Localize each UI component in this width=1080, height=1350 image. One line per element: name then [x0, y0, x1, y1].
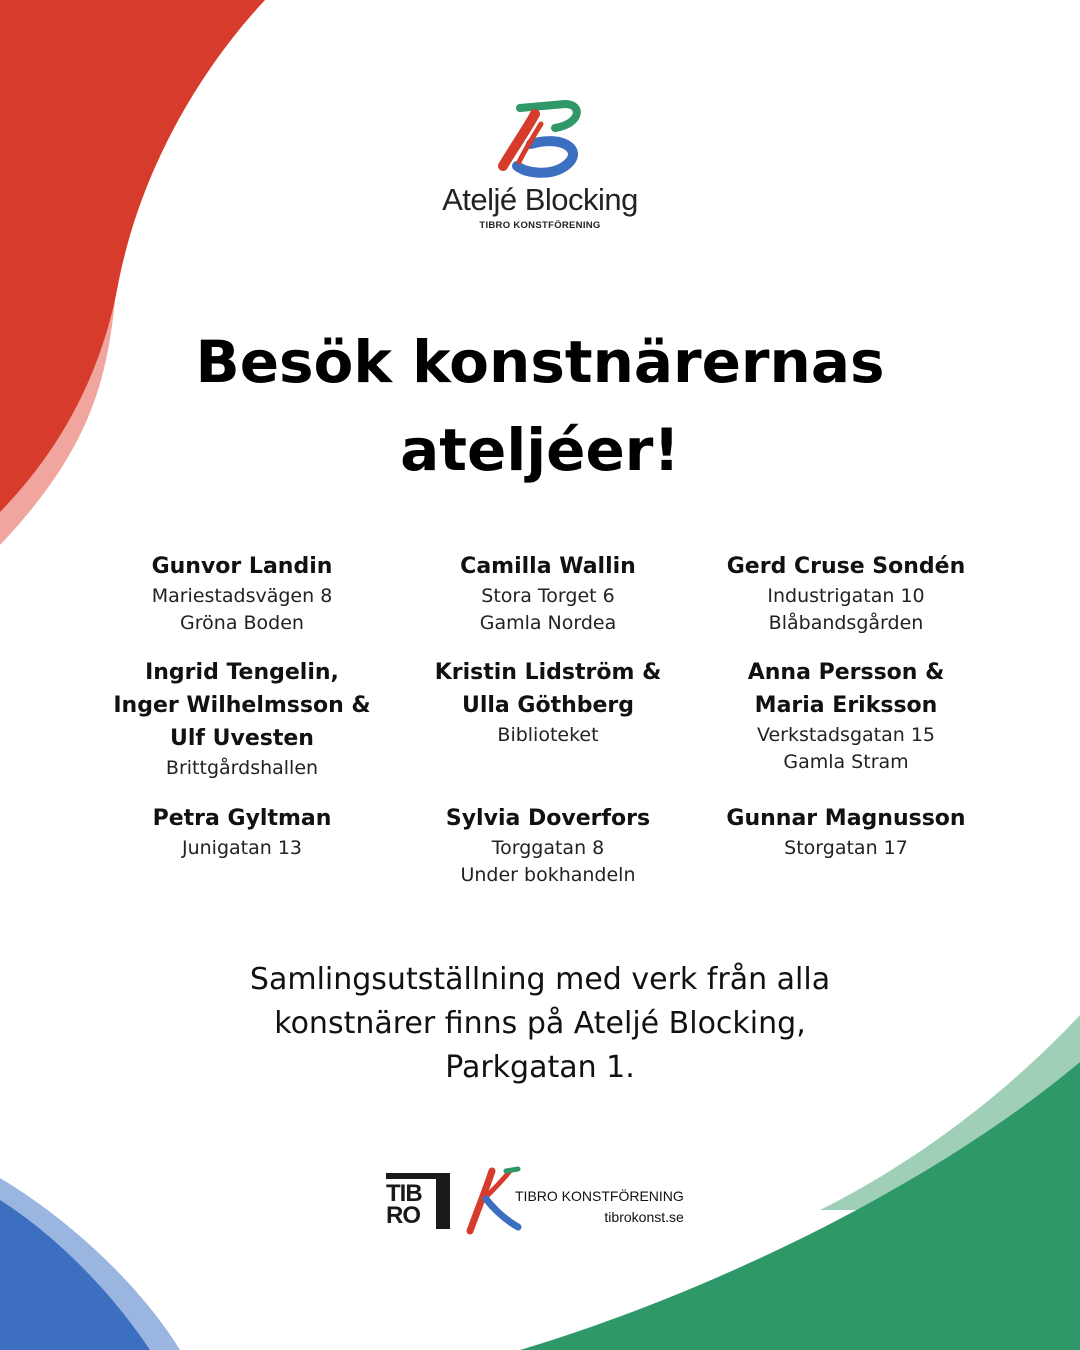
artist-name: Ulf Uvesten: [170, 726, 314, 751]
address-line: Brittgårdshallen: [165, 757, 319, 779]
closing-line-3: Parkgatan 1.: [445, 1050, 635, 1085]
artist-entry: [398, 550, 698, 637]
website-link[interactable]: tibrokonst.se: [604, 1209, 684, 1225]
address-line: Blåbandsgården: [768, 612, 924, 634]
artist-name: Gunvor Landin: [151, 554, 333, 579]
artist-name: Kristin Lidström &: [434, 660, 662, 685]
tibro-logo-side-bar: [436, 1173, 450, 1229]
artist-name: Camilla Wallin: [460, 554, 636, 579]
artist-name: Ulla Göthberg: [461, 693, 635, 718]
closing-text: [140, 958, 940, 1090]
artist-name: Ingrid Tengelin,: [145, 660, 339, 685]
address-line: Gröna Boden: [180, 612, 304, 634]
artist-entry: [92, 802, 392, 862]
address-line: Mariestadsvägen 8: [151, 585, 333, 607]
artist-name: Inger Wilhelmsson &: [113, 693, 371, 718]
address-line: Stora Torget 6: [481, 585, 615, 607]
address-line: Verkstadsgatan 15: [756, 724, 936, 746]
atelje-blocking-logo: [430, 100, 650, 231]
tibro-logo: [386, 1173, 450, 1229]
headline-line-1: Besök konstnärernas: [195, 328, 885, 396]
artist-entry: [696, 802, 996, 862]
atelje-blocking-mark-icon: [495, 100, 585, 180]
logo-subtitle: TIBRO KONSTFÖRENING: [479, 220, 601, 231]
closing-line-2: konstnärer finns på Ateljé Blocking,: [274, 1006, 806, 1041]
logo-name: Ateljé Blocking: [442, 182, 638, 217]
headline-line-2: ateljéer!: [400, 416, 680, 484]
tibro-logo-text-2: RO: [386, 1202, 420, 1229]
headline: [0, 318, 1080, 494]
artist-entry: [696, 656, 996, 776]
artist-name: Maria Eriksson: [754, 693, 938, 718]
address-line: Gamla Stram: [783, 751, 909, 773]
blue-corner-shape: [0, 1200, 150, 1350]
artist-name: Sylvia Doverfors: [445, 806, 651, 831]
org-name: TIBRO KONSTFÖRENING: [515, 1188, 684, 1204]
artist-name: Anna Persson &: [747, 660, 945, 685]
closing-line-1: Samlingsutställning med verk från alla: [249, 962, 831, 997]
tibro-logo-text-1: TIB: [386, 1180, 422, 1207]
address-line: Biblioteket: [497, 724, 599, 746]
address-line: Storgatan 17: [784, 837, 908, 859]
address-line: Under bokhandeln: [460, 864, 636, 886]
address-line: Junigatan 13: [181, 837, 303, 859]
address-line: Gamla Nordea: [479, 612, 617, 634]
address-line: Torggatan 8: [491, 837, 605, 859]
artist-name: Petra Gyltman: [152, 806, 332, 831]
konstforening-text: [515, 1186, 684, 1228]
artist-name: Gerd Cruse Sondén: [726, 554, 966, 579]
address-line: Industrigatan 10: [767, 585, 925, 607]
artist-entry: [398, 656, 698, 749]
artist-entry: [398, 802, 698, 889]
artist-entry: [92, 550, 392, 637]
artist-name: Gunnar Magnusson: [726, 806, 966, 831]
artist-entry: [92, 656, 392, 782]
artist-entry: [696, 550, 996, 637]
